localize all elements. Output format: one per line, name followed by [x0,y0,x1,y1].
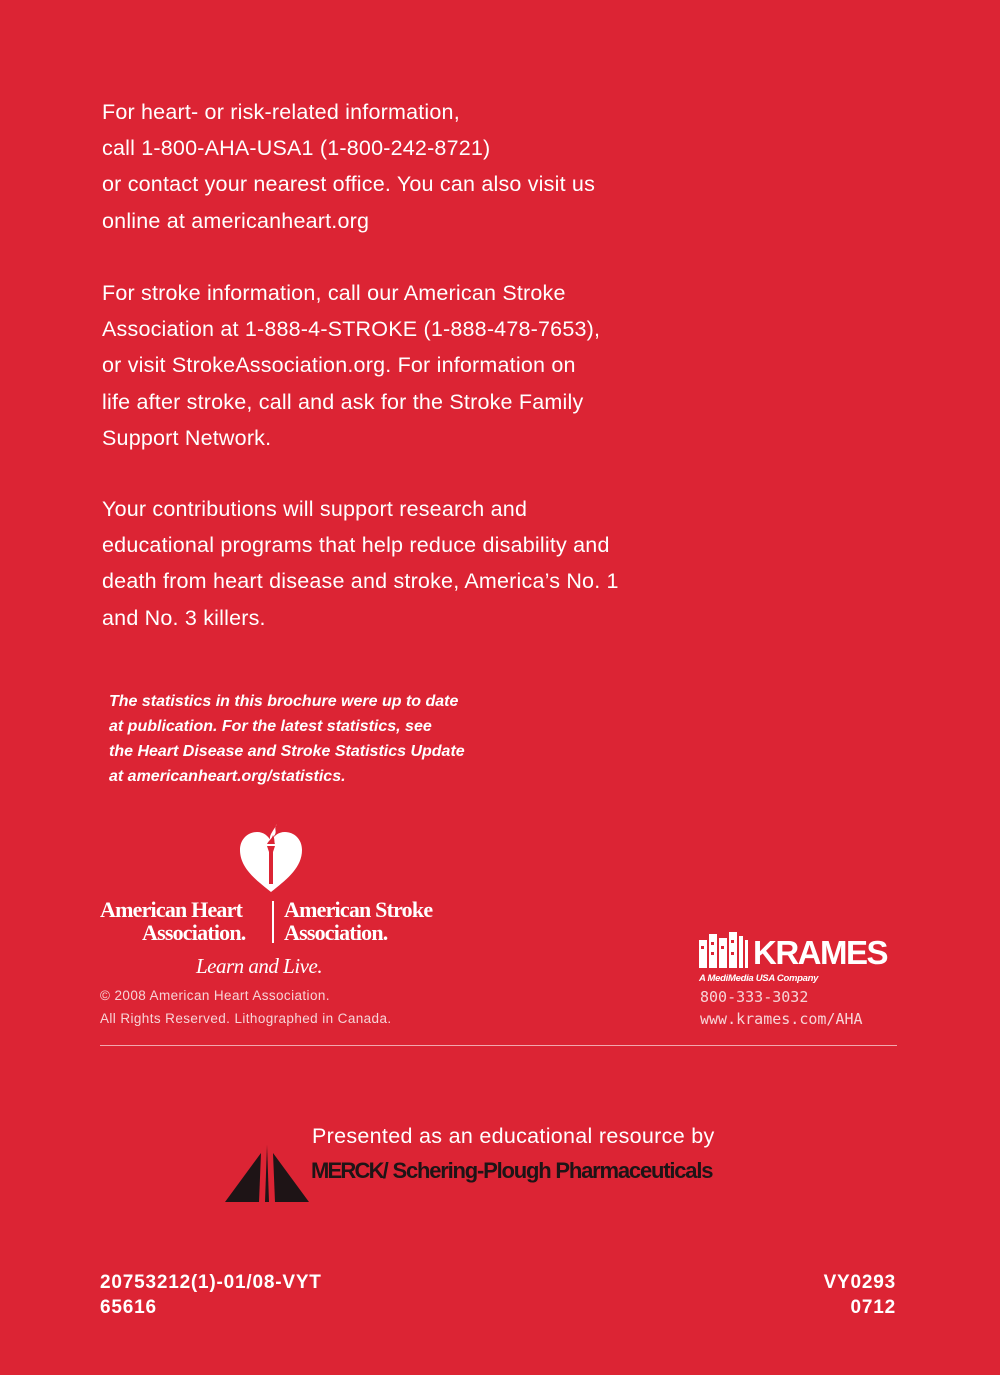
heart-info-line: or contact your nearest office. You can also visit us [102,172,596,197]
asa-name-line1: American Stroke [284,897,433,922]
contributions-paragraph [102,491,722,636]
stroke-info-line: For stroke information, call our American Stroke [102,281,566,305]
krames-phone: 800-333-3032 [700,988,809,1006]
asa-name-line2: Association. [284,920,388,945]
merck-triangle-icon [225,1143,309,1203]
aha-asa-logo [98,822,443,982]
copyright-line1: © 2008 American Heart Association. [100,988,330,1003]
heart-torch-icon [236,822,306,894]
document-code-left-line2: 65616 [100,1297,157,1318]
krames-building-icon [697,930,751,970]
horizontal-divider [100,1045,897,1046]
heart-info-paragraph [102,94,722,239]
contributions-line: Your contributions will support research and [102,497,528,521]
sponsor-name [311,1158,712,1184]
krames-name: KRAMES [753,934,888,971]
contributions-line: educational programs that help reduce disability and [102,533,610,558]
aha-name-line2: Association. [142,920,246,945]
stroke-info-line: Association at 1-888-4-STROKE (1-888-478-7653), [102,317,601,342]
krames-website: www.krames.com/AHA [700,1010,863,1028]
contributions-line: death from heart disease and stroke, America’s No. 1 [102,569,619,594]
schering-plough-wordmark: / Schering-Plough Pharmaceuticals [382,1158,713,1183]
heart-info-line: online at americanheart.org [102,208,370,233]
logo-divider [272,901,274,943]
stroke-info-line: Support Network. [102,425,272,450]
stroke-info-paragraph [102,275,722,456]
document-code-left-line1: 20753212(1)-01/08-VYT [100,1272,322,1293]
copyright-line2: All Rights Reserved. Lithographed in Canada. [100,1011,392,1026]
heart-info-line: call 1-800-AHA-USA1 (1-800-242-8721) [102,136,491,161]
krames-logo-block [697,930,907,1030]
merck-wordmark: MERCK [311,1158,383,1183]
statistics-note-line: at americanheart.org/statistics. [109,768,346,785]
document-code-right-line1: VY0293 [823,1272,896,1293]
statistics-note-line: The statistics in this brochure were up to date [109,693,459,710]
presented-by-text: Presented as an educational resource by [312,1124,715,1148]
statistics-note-line: the Heart Disease and Stroke Statistics Update [109,743,465,760]
aha-tagline: Learn and Live. [196,954,323,978]
contributions-line: and No. 3 killers. [102,605,266,630]
statistics-note-line: at publication. For the latest statistics, see [109,718,432,735]
aha-name-line1: American Heart [100,897,243,922]
statistics-note [109,689,465,789]
heart-info-line: For heart- or risk-related information, [102,100,460,124]
krames-subtitle: A MediMedia USA Company [699,973,819,984]
document-code-right-line2: 0712 [850,1297,896,1318]
stroke-info-line: or visit StrokeAssociation.org. For information on [102,353,576,378]
stroke-info-line: life after stroke, call and ask for the Stroke Family [102,389,584,414]
